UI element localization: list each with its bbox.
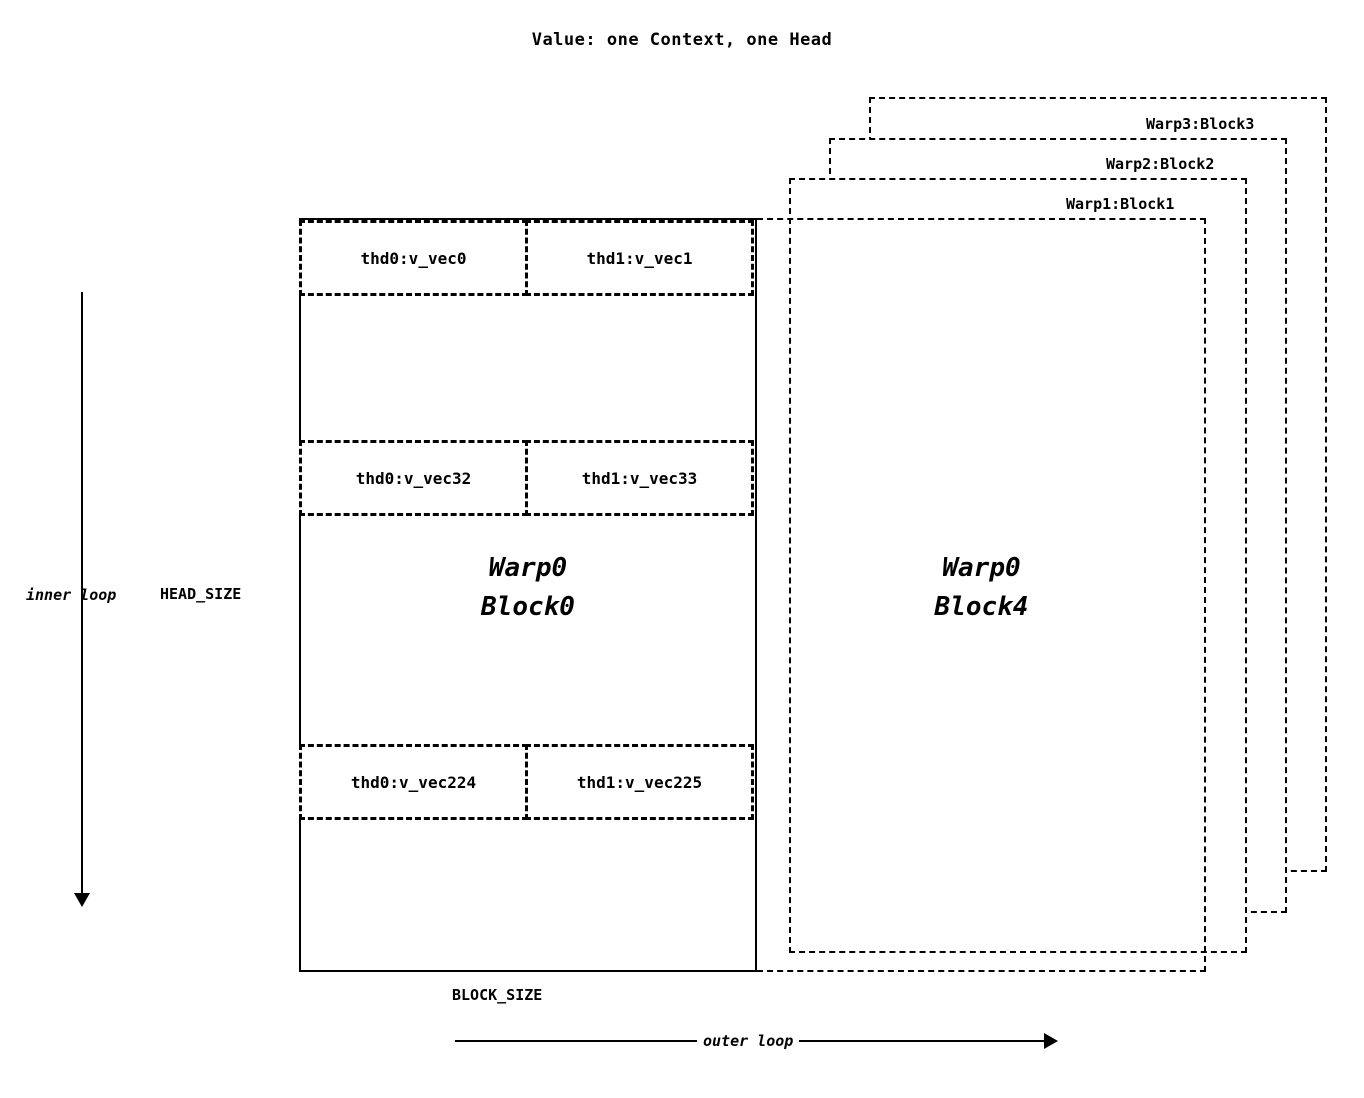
back-block-label-warp1: Warp1:Block1 [1066,195,1175,213]
thread-cell: thd0:v_vec0 [299,220,528,296]
thread-cell: thd1:v_vec1 [525,220,754,296]
back-block-label-warp3: Warp3:Block3 [1146,115,1255,133]
back-block-label-warp2: Warp2:Block2 [1106,155,1215,173]
outer-loop-label: outer loop [697,1032,799,1050]
thread-cell: thd1:v_vec33 [525,440,754,516]
thread-cell: thd0:v_vec224 [299,744,528,820]
page-title: Value: one Context, one Head [531,30,833,50]
block-size-label: BLOCK_SIZE [452,986,543,1004]
inner-loop-label: inner loop [26,586,117,604]
thread-cell: thd0:v_vec32 [299,440,528,516]
thread-row-2 [299,744,754,820]
thread-row-0 [299,220,754,296]
head-size-label: HEAD_SIZE [160,585,242,603]
thread-cell: thd1:v_vec225 [525,744,754,820]
front-block-caption: Warp0 Block4 [934,553,1029,622]
main-block-caption: Warp0 Block0 [481,553,575,622]
thread-row-1 [299,440,754,516]
